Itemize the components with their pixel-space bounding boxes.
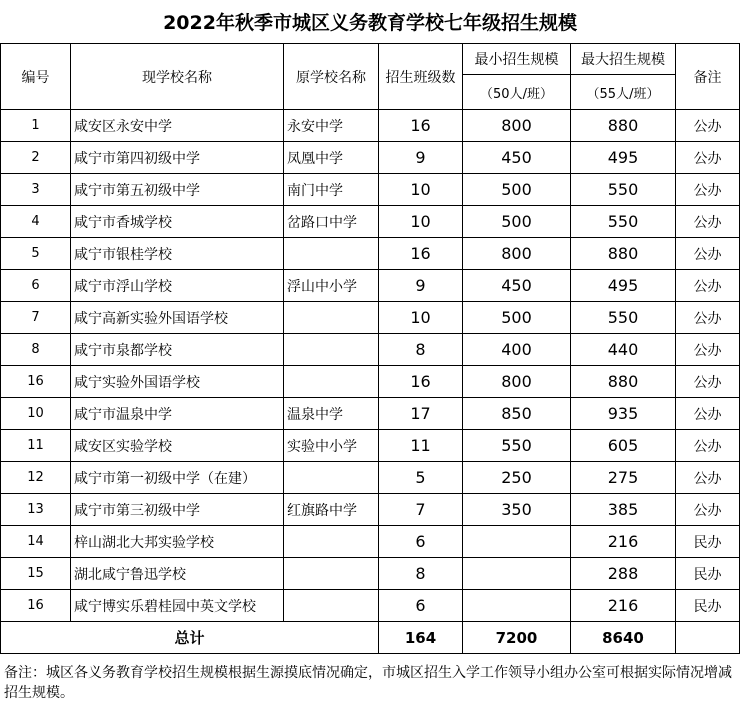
table-row bbox=[1, 462, 740, 494]
table-row bbox=[1, 494, 740, 526]
row-min: 550 bbox=[463, 430, 571, 462]
row-classes: 11 bbox=[379, 430, 463, 462]
row-index: 13 bbox=[1, 494, 71, 526]
row-min: 800 bbox=[463, 366, 571, 398]
row-max: 550 bbox=[571, 174, 676, 206]
row-current-name: 咸宁市银桂学校 bbox=[71, 238, 284, 270]
row-remark: 公办 bbox=[676, 430, 740, 462]
row-remark: 公办 bbox=[676, 174, 740, 206]
row-index: 3 bbox=[1, 174, 71, 206]
row-current-name: 咸安区实验学校 bbox=[71, 430, 284, 462]
row-max: 880 bbox=[571, 238, 676, 270]
row-classes: 9 bbox=[379, 270, 463, 302]
row-current-name: 咸宁市浮山学校 bbox=[71, 270, 284, 302]
table-row bbox=[1, 430, 740, 462]
row-max: 385 bbox=[571, 494, 676, 526]
row-current-name: 咸宁实验外国语学校 bbox=[71, 366, 284, 398]
total-label: 总计 bbox=[1, 622, 379, 654]
table-row bbox=[1, 558, 740, 590]
header-min-note: （50人/班） bbox=[463, 75, 571, 110]
row-original-name bbox=[284, 590, 379, 622]
total-max: 8640 bbox=[571, 622, 676, 654]
row-max: 935 bbox=[571, 398, 676, 430]
row-min: 500 bbox=[463, 206, 571, 238]
row-original-name bbox=[284, 526, 379, 558]
row-classes: 10 bbox=[379, 206, 463, 238]
row-remark: 公办 bbox=[676, 110, 740, 142]
row-current-name: 咸宁高新实验外国语学校 bbox=[71, 302, 284, 334]
table-row bbox=[1, 174, 740, 206]
row-current-name: 咸宁市第一初级中学（在建） bbox=[71, 462, 284, 494]
row-original-name: 温泉中学 bbox=[284, 398, 379, 430]
row-min bbox=[463, 590, 571, 622]
row-index: 2 bbox=[1, 142, 71, 174]
header-min-scale: 最小招生规模 bbox=[463, 44, 571, 75]
header-index: 编号 bbox=[1, 44, 71, 110]
row-classes: 6 bbox=[379, 526, 463, 558]
row-index: 11 bbox=[1, 430, 71, 462]
table-row bbox=[1, 302, 740, 334]
row-current-name: 咸宁博实乐碧桂园中英文学校 bbox=[71, 590, 284, 622]
footnote: 备注：城区各义务教育学校招生规模根据生源摸底情况确定，市城区招生入学工作领导小组办公室可根据实际情况增减招生规模。 bbox=[4, 665, 732, 701]
row-classes: 16 bbox=[379, 110, 463, 142]
row-max: 605 bbox=[571, 430, 676, 462]
row-classes: 17 bbox=[379, 398, 463, 430]
row-classes: 9 bbox=[379, 142, 463, 174]
row-remark: 公办 bbox=[676, 206, 740, 238]
header-remark: 备注 bbox=[676, 44, 740, 110]
row-remark: 公办 bbox=[676, 366, 740, 398]
table-row bbox=[1, 590, 740, 622]
row-min: 500 bbox=[463, 302, 571, 334]
row-original-name bbox=[284, 558, 379, 590]
row-current-name: 咸宁市泉都学校 bbox=[71, 334, 284, 366]
row-index: 16 bbox=[1, 366, 71, 398]
header-current-name: 现学校名称 bbox=[71, 44, 284, 110]
row-index: 16 bbox=[1, 590, 71, 622]
row-classes: 10 bbox=[379, 174, 463, 206]
row-original-name: 南门中学 bbox=[284, 174, 379, 206]
row-classes: 7 bbox=[379, 494, 463, 526]
table-row bbox=[1, 142, 740, 174]
row-max: 440 bbox=[571, 334, 676, 366]
row-max: 880 bbox=[571, 110, 676, 142]
row-classes: 5 bbox=[379, 462, 463, 494]
row-remark: 公办 bbox=[676, 142, 740, 174]
row-classes: 8 bbox=[379, 334, 463, 366]
row-index: 12 bbox=[1, 462, 71, 494]
row-max: 288 bbox=[571, 558, 676, 590]
table-title: 2022年秋季市城区义务教育学校七年级招生规模 bbox=[1, 0, 740, 44]
row-original-name: 岔路口中学 bbox=[284, 206, 379, 238]
row-max: 495 bbox=[571, 142, 676, 174]
row-remark: 公办 bbox=[676, 398, 740, 430]
row-index: 4 bbox=[1, 206, 71, 238]
row-min: 800 bbox=[463, 110, 571, 142]
row-max: 216 bbox=[571, 526, 676, 558]
row-original-name bbox=[284, 238, 379, 270]
row-index: 15 bbox=[1, 558, 71, 590]
row-remark: 公办 bbox=[676, 238, 740, 270]
header-classes: 招生班级数 bbox=[379, 44, 463, 110]
row-min: 250 bbox=[463, 462, 571, 494]
row-min: 450 bbox=[463, 270, 571, 302]
table-row bbox=[1, 110, 740, 142]
row-remark: 公办 bbox=[676, 302, 740, 334]
row-min: 350 bbox=[463, 494, 571, 526]
total-remark bbox=[676, 622, 740, 654]
row-min: 800 bbox=[463, 238, 571, 270]
row-classes: 10 bbox=[379, 302, 463, 334]
row-current-name: 咸宁市香城学校 bbox=[71, 206, 284, 238]
row-original-name: 浮山中小学 bbox=[284, 270, 379, 302]
header-max-scale: 最大招生规模 bbox=[571, 44, 676, 75]
header-max-note: （55人/班） bbox=[571, 75, 676, 110]
table-row bbox=[1, 206, 740, 238]
row-classes: 16 bbox=[379, 238, 463, 270]
row-current-name: 咸宁市第五初级中学 bbox=[71, 174, 284, 206]
row-index: 8 bbox=[1, 334, 71, 366]
row-min bbox=[463, 526, 571, 558]
row-current-name: 梓山湖北大邦实验学校 bbox=[71, 526, 284, 558]
row-remark: 民办 bbox=[676, 590, 740, 622]
table-row bbox=[1, 526, 740, 558]
row-current-name: 咸宁市第四初级中学 bbox=[71, 142, 284, 174]
row-index: 10 bbox=[1, 398, 71, 430]
row-min: 500 bbox=[463, 174, 571, 206]
row-current-name: 咸宁市第三初级中学 bbox=[71, 494, 284, 526]
row-original-name bbox=[284, 302, 379, 334]
row-index: 14 bbox=[1, 526, 71, 558]
row-original-name: 实验中小学 bbox=[284, 430, 379, 462]
table-row bbox=[1, 398, 740, 430]
table-row bbox=[1, 238, 740, 270]
row-classes: 8 bbox=[379, 558, 463, 590]
row-classes: 6 bbox=[379, 590, 463, 622]
row-max: 880 bbox=[571, 366, 676, 398]
row-index: 5 bbox=[1, 238, 71, 270]
row-current-name: 咸安区永安中学 bbox=[71, 110, 284, 142]
total-min: 7200 bbox=[463, 622, 571, 654]
row-min: 450 bbox=[463, 142, 571, 174]
total-classes: 164 bbox=[379, 622, 463, 654]
total-row bbox=[1, 622, 740, 654]
row-remark: 民办 bbox=[676, 558, 740, 590]
row-original-name bbox=[284, 334, 379, 366]
row-min: 850 bbox=[463, 398, 571, 430]
row-min: 400 bbox=[463, 334, 571, 366]
table-row bbox=[1, 270, 740, 302]
table-row bbox=[1, 334, 740, 366]
row-index: 1 bbox=[1, 110, 71, 142]
row-original-name: 凤凰中学 bbox=[284, 142, 379, 174]
row-original-name: 红旗路中学 bbox=[284, 494, 379, 526]
row-remark: 公办 bbox=[676, 334, 740, 366]
row-min bbox=[463, 558, 571, 590]
row-index: 6 bbox=[1, 270, 71, 302]
table-row bbox=[1, 366, 740, 398]
row-original-name bbox=[284, 366, 379, 398]
row-max: 550 bbox=[571, 302, 676, 334]
row-max: 550 bbox=[571, 206, 676, 238]
row-max: 216 bbox=[571, 590, 676, 622]
row-max: 275 bbox=[571, 462, 676, 494]
row-remark: 公办 bbox=[676, 462, 740, 494]
row-original-name: 永安中学 bbox=[284, 110, 379, 142]
row-remark: 公办 bbox=[676, 494, 740, 526]
row-original-name bbox=[284, 462, 379, 494]
row-classes: 16 bbox=[379, 366, 463, 398]
row-max: 495 bbox=[571, 270, 676, 302]
row-current-name: 湖北咸宁鲁迅学校 bbox=[71, 558, 284, 590]
row-current-name: 咸宁市温泉中学 bbox=[71, 398, 284, 430]
row-remark: 公办 bbox=[676, 270, 740, 302]
header-original-name: 原学校名称 bbox=[284, 44, 379, 110]
row-remark: 民办 bbox=[676, 526, 740, 558]
row-index: 7 bbox=[1, 302, 71, 334]
